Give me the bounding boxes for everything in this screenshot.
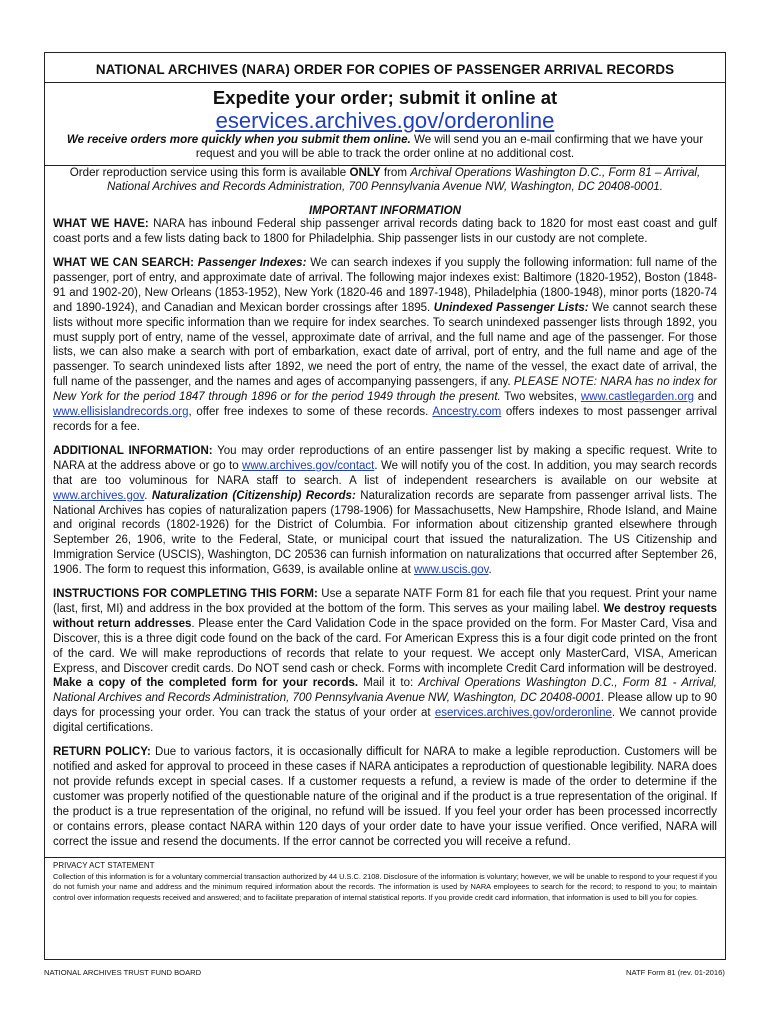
have-label: WHAT WE HAVE: <box>53 218 149 231</box>
castlegarden-link[interactable]: www.castlegarden.org <box>580 391 695 404</box>
service-only: ONLY <box>349 165 381 179</box>
instructions-label: INSTRUCTIONS FOR COMPLETING THIS FORM: <box>53 588 318 601</box>
instructions <box>53 587 717 736</box>
privacy-text: Collection of this information is for a voluntary commercial transaction authorized by 44 U.S.C. 2108. Disclosure of the information is voluntary; however, we will be unable to respond to your request if you do not furnish your name and address and the minimum required information about the records. The information is used by NARA employees to search for the record; to respond to you; to maintain control over information requests received and answered; and to facilitate preparation of internal statistical reports. If you provide credit card information, that information is used to bill you for copies. <box>53 871 717 902</box>
unindexed-label: Unindexed Passenger Lists: <box>433 301 589 314</box>
additional-label: ADDITIONAL INFORMATION: <box>53 444 213 457</box>
additional-t5: . <box>488 564 492 577</box>
footer-board: NATIONAL ARCHIVES TRUST FUND BOARD <box>44 968 202 977</box>
service-c: from <box>380 165 411 179</box>
order-online-link[interactable]: eservices.archives.gov/orderonline <box>215 108 555 133</box>
search-t2: We cannot search these lists without more specific information than we require for index searches. To search unindexed passenger lists through 1892, you must supply port of entry, name of the vessel, approximate date of arrival, and the full name and age of the passenger. For those lists, we can also make a search with port of embarkation, exact date of arrival, port of entry, and the full name and age of the passenger. To search unindexed lists after 1892, we need the port of entry, the name of the vessel, the exact date of arrival, the full name of the passenger, and the names and ages of accompanying passengers, if any. <box>53 301 717 389</box>
additional-t4: Naturalization records are separate from passenger arrival lists. The National Archives has copies of naturalization papers (1798-1906) for Massachusetts, New Hampshire, Rhode Island, and Maine and original records (1802-1926) for the District of Columbia. For information about citizenship granted elsewhere through September 26, 1906, write to the Federal, State, or municipal court that issued the naturalization. The US Citizenship and Immigration Service (USCIS), Washington, DC 20536 can furnish information on naturalizations that occurred after September 26, 1906. The form to request this information, G639, is available online at <box>53 489 717 577</box>
instructions-copy: Make a copy of the completed form for your records. <box>53 677 359 690</box>
instructions-destroy: We destroy requests without return addresses <box>53 602 717 630</box>
instructions-t3: Mail it to: <box>358 677 419 690</box>
have-text: NARA has inbound Federal ship passenger arrival records dating back to 1820 for most east coast and gulf coast ports and a few lists dating back to 1800 for Philadelphia. Ship passenger lists in our custody are not complete. <box>53 218 717 246</box>
what-we-can-search <box>53 256 717 435</box>
search-t3: Two websites, <box>500 391 581 404</box>
search-label: WHAT WE CAN SEARCH: <box>53 257 194 269</box>
expedite-heading: Expedite your order; submit it online at <box>212 87 558 108</box>
intro-lead: We receive orders more quickly when you submit them online. <box>66 133 411 146</box>
instructions-t5: . We cannot provide digital certifications. <box>53 707 717 735</box>
what-we-have <box>53 217 717 247</box>
additional-information <box>53 444 717 578</box>
service-a: Order reproduction service using this form is available <box>69 165 350 179</box>
search-note: PLEASE NOTE: NARA has no index for New York for the period 1847 through 1896 or for the period 1949 through the present. <box>53 376 717 404</box>
archives-contact-link[interactable]: www.archives.gov/contact <box>242 459 375 472</box>
search-t4: and <box>694 391 717 404</box>
form-frame <box>44 52 726 960</box>
instructions-t4: Please allow up to 90 days for processing your order. You can track the status of your order at <box>53 692 717 720</box>
privacy-statement <box>45 857 725 903</box>
return-label: RETURN POLICY: <box>53 746 151 759</box>
intro-text <box>45 133 725 162</box>
uscis-link[interactable]: www.uscis.gov <box>413 564 489 577</box>
service-text <box>45 166 725 195</box>
intro-rest: We will send you an e-mail confirming that we have your request and you will be able to track the order online at no additional cost. <box>195 133 704 161</box>
instructions-address: Archival Operations Washington D.C., Form 81 - Arrival, National Archives and Records Administration, 700 Pennsylvania Avenue NW, Washington, DC 20408-0001. <box>53 677 717 705</box>
important-heading: IMPORTANT INFORMATION <box>309 204 461 218</box>
indexes-label: Passenger Indexes: <box>197 257 307 269</box>
order-status-link[interactable]: eservices.archives.gov/orderonline <box>434 707 612 720</box>
search-t6: offers indexes to most passenger arrival records for a fee. <box>53 406 718 433</box>
naturalization-label: Naturalization (Citizenship) Records: <box>151 489 356 502</box>
archives-gov-link[interactable]: www.archives.gov <box>53 489 145 502</box>
body-text <box>45 217 725 849</box>
privacy-heading: PRIVACY ACT STATEMENT <box>53 861 155 870</box>
additional-t3: . <box>144 489 152 502</box>
instructions-t1: Use a separate NATF Form 81 for each file that you request. Print your name (last, first, MI) and address in the box provided at the bottom of the form. This serves as your mailing label. <box>53 588 717 615</box>
form-title: NATIONAL ARCHIVES (NARA) ORDER FOR COPIES OF PASSENGER ARRIVAL RECORDS <box>45 53 725 83</box>
additional-t1: You may order reproductions of an entire passenger list by making a specific request. Write to NARA at the address above or go to <box>53 444 717 472</box>
ellisisland-link[interactable]: www.ellisislandrecords.org <box>53 406 189 419</box>
additional-t2: . We will notify you of the cost. In addition, you may search records that are too voluminous for NARA staff to search. A list of independent researchers is available on our website at <box>53 459 717 487</box>
ancestry-link[interactable]: Ancestry.com <box>432 406 502 419</box>
service-address: Archival Operations Washington D.C., Form 81 – Arrival, National Archives and Records Administration, 700 Pennsylvania Avenue NW, Washington, DC 20408-0001. <box>107 165 701 193</box>
footer-form-number: NATF Form 81 (rev. 01-2016) <box>626 968 725 977</box>
instructions-t2: . Please enter the Card Validation Code in the space provided on the form. For Master Card, Visa and Discover, this is a three digit code found on the back of the card. For American Express this is a four digit code printed on the front of the card. We will make reproductions of records that relate to your request. We accept only MasterCard, VISA, American Express, and Discover credit cards. Do NOT send cash or check. Forms with incomplete Credit Card information will be destroyed. <box>53 617 717 675</box>
search-t1: We can search indexes if you supply the following information: full name of the passenger, port of entry, and approximate date of arrival. The following major indexes exist: Baltimore (1820-1952), Boston (1848-91 and 1902-20), New Orleans (1853-1952), New York (1820-46 and 1897-1948), Philadelphia (1800-1948), minor ports (1820-74 and 1890-1924), and Canadian and Mexican border crossings after 1895. <box>53 257 717 314</box>
return-text: Due to various factors, it is occasionally difficult for NARA to make a legible reproduction. Customers will be notified and asked for approval to proceed in these cases if NARA anticipates a reproduction of questionable legibility. NARA does not provide refunds except in special cases. If a customer requests a refund, a review is made of the order to determine if the customer was properly notified of the questionable nature of the original and if the product is a true representation of the original. If the product is a true representation of the original, no refund will be issued. If you feel your order has been processed incorrectly or contains errors, please contact NARA within 120 days of your order date to have your issue verified. Once verified, NARA will correct the issue and resend the documents. If the error cannot be corrected you will receive a refund. <box>53 746 717 848</box>
search-t5: , offer free indexes to some of these records. <box>188 406 433 419</box>
return-policy <box>53 745 717 849</box>
